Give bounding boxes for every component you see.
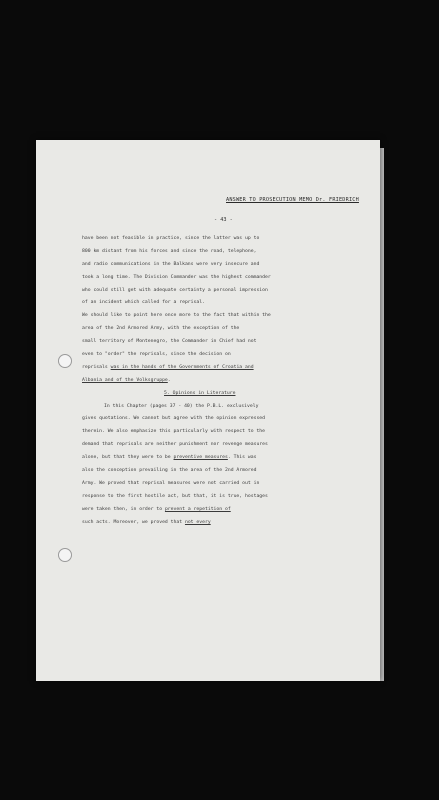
document-page	[36, 140, 380, 681]
punch-hole	[58, 354, 72, 368]
text-span: alone, but that they were to be	[82, 455, 174, 461]
text-line: and radio communications in the Balkans were very insecure and	[82, 261, 260, 267]
text-line: have been not feasible in practice, since the latter was up to	[82, 236, 260, 241]
underlined-text: was in the hands of the Governments of Croatia and	[110, 364, 254, 370]
underlined-text: preventive measures	[173, 455, 228, 461]
text-line: In this Chapter (pages 37 - 40) the P.B.L. exclusively	[104, 403, 259, 409]
text-line: Army. We proved that reprisal measures were not carried out in	[82, 480, 260, 486]
page-edge-shadow	[380, 148, 384, 681]
text-line: 800 km distant from his forces and since the road, telephone,	[82, 248, 257, 254]
text-line: We should like to point here once more to the fact that within the	[82, 313, 271, 319]
text-line	[82, 452, 372, 465]
text-span: .	[167, 377, 171, 383]
underlined-text: Albania and of the Volksgruppe	[82, 377, 168, 383]
underlined-text: not every	[184, 519, 211, 525]
text-line: took a long time. The Division Commander was the highest commander	[82, 274, 271, 280]
text-span: such acts. Moreover, we proved that	[82, 519, 185, 525]
section-title: 5. Opinions in Literature	[164, 390, 236, 396]
text-line: demand that reprisals are neither punishment nor revenge measures	[82, 442, 268, 448]
text-span: were taken then, in order to	[82, 506, 165, 512]
underlined-text: prevent a repetition of	[164, 506, 231, 512]
text-line: response to the first hostile act, but that, it is true, hostages	[82, 493, 268, 499]
page-number: - 43 -	[214, 217, 233, 223]
text-line: small territory of Montenegro, the Commander in Chief had not	[82, 339, 257, 345]
text-span: . This was	[227, 455, 257, 461]
text-line	[82, 517, 372, 530]
document-header: ANSWER TO PROSECUTION MEMO Dr. FRIEDRICH	[226, 197, 359, 203]
text-line	[82, 362, 372, 375]
body-text	[82, 233, 372, 529]
punch-hole	[58, 548, 72, 562]
text-line: therein. We also emphasize this particularly with respect to the	[82, 429, 266, 435]
text-line	[82, 504, 372, 517]
text-span: reprisals	[82, 364, 111, 370]
text-line	[82, 375, 372, 388]
text-line: even to "order" the reprisals, since the decision on	[82, 352, 231, 358]
text-line: of an incident which called for a reprisal.	[82, 300, 205, 306]
text-line: also the conception prevailing in the area of the 2nd Armored	[82, 468, 257, 474]
text-line: area of the 2nd Armored Army, with the exception of the	[82, 326, 240, 332]
text-line: who could still get with adequate certainty a personal impression	[82, 287, 268, 293]
text-line: gives quotations. We cannot but agree with the opinion expressed	[82, 416, 266, 422]
